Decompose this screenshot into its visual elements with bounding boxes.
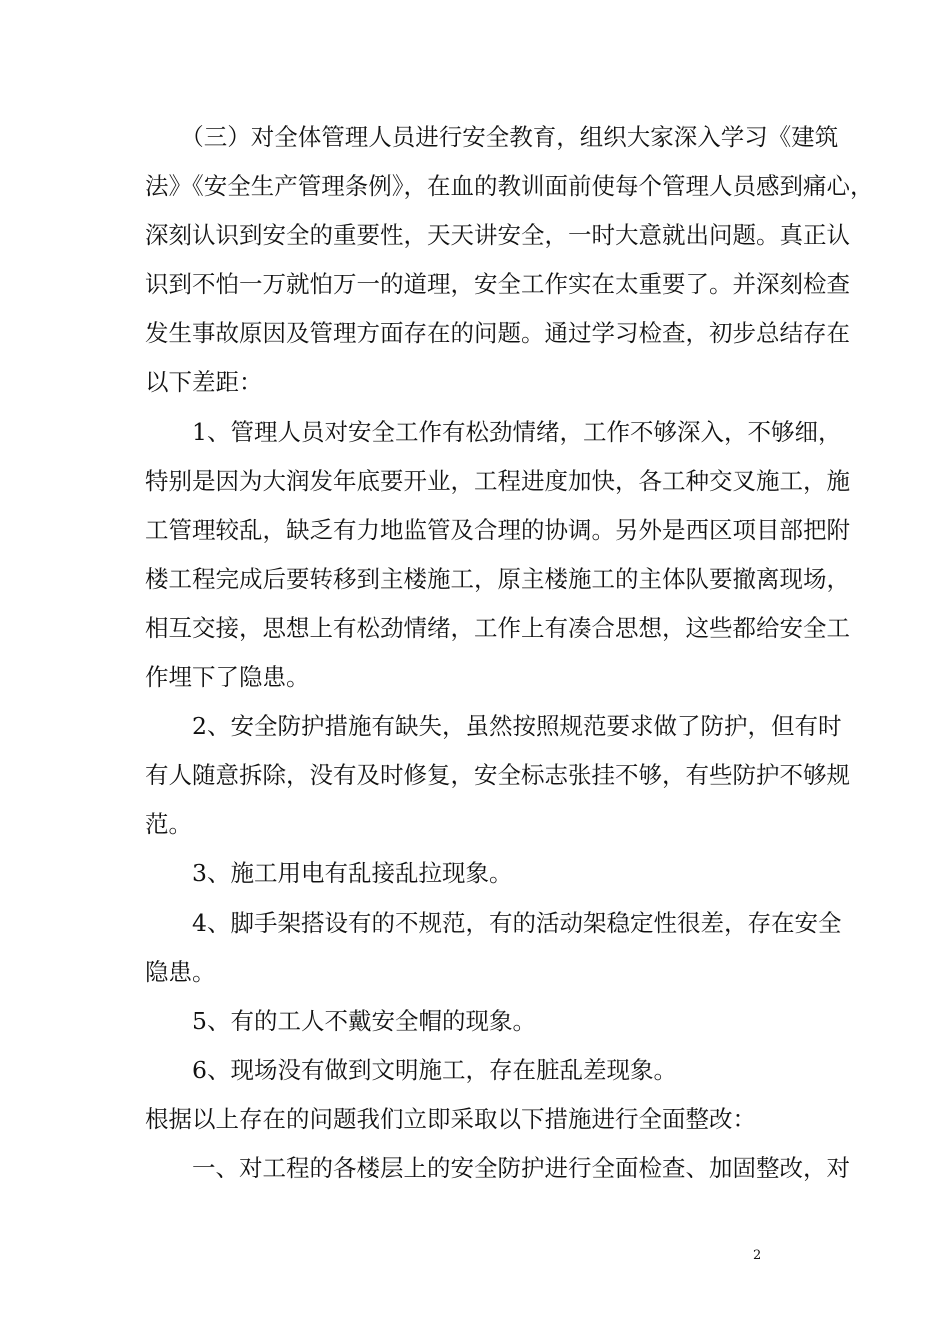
text-line: 有人随意拆除，没有及时修复，安全标志张挂不够，有些防护不够规 xyxy=(145,761,850,790)
text-line: 一、对工程的各楼层上的安全防护进行全面检查、加固整改，对 xyxy=(145,1153,850,1182)
text-line: 根据以上存在的问题我们立即采取以下措施进行全面整改： xyxy=(145,1104,756,1133)
paragraph-measures-intro xyxy=(145,1095,815,1144)
text-line: 识到不怕一万就怕万一的道理，安全工作实在太重要了。并深刻检查 xyxy=(145,270,850,299)
paragraph-item-3 xyxy=(145,849,815,898)
text-line: 隐患。 xyxy=(145,957,216,986)
text-line: 作埋下了隐患。 xyxy=(145,663,310,692)
text-line: 特别是因为大润发年底要开业，工程进度加快，各工种交叉施工，施 xyxy=(145,466,850,495)
text-line: 6、现场没有做到文明施工，存在脏乱差现象。 xyxy=(145,1055,677,1084)
text-line: 4、脚手架搭设有的不规范，有的活动架稳定性很差，存在安全 xyxy=(145,908,842,937)
text-line: 2、安全防护措施有缺失，虽然按照规范要求做了防护，但有时 xyxy=(145,712,842,741)
text-line: 工管理较乱，缺乏有力地监管及合理的协调。另外是西区项目部把附 xyxy=(145,515,850,544)
text-line: 1、管理人员对安全工作有松劲情绪，工作不够深入，不够细， xyxy=(145,417,842,446)
paragraph-item-2 xyxy=(145,702,850,849)
text-line: 发生事故原因及管理方面存在的问题。通过学习检查，初步总结存在 xyxy=(145,319,850,348)
text-line: 5、有的工人不戴安全帽的现象。 xyxy=(145,1006,536,1035)
text-line: 以下差距： xyxy=(145,368,263,397)
paragraph-item-4 xyxy=(145,899,842,997)
paragraph-item-6 xyxy=(145,1046,815,1095)
text-line: 范。 xyxy=(145,810,192,839)
text-line: 法》《安全生产管理条例》，在血的教训面前使每个管理人员感到痛心， xyxy=(145,172,874,201)
page-number: 2 xyxy=(753,1248,762,1263)
document-body xyxy=(145,113,874,1193)
text-line: 楼工程完成后要转移到主楼施工，原主楼施工的主体队要撤离现场， xyxy=(145,564,850,593)
paragraph-item-1 xyxy=(145,408,850,703)
paragraph-item-5 xyxy=(145,997,815,1046)
paragraph-measure-1 xyxy=(145,1144,850,1193)
text-line: 深刻认识到安全的重要性，天天讲安全，一时大意就出问题。真正认 xyxy=(145,221,850,250)
text-line: 相互交接，思想上有松劲情绪，工作上有凑合思想，这些都给安全工 xyxy=(145,613,850,642)
text-line: 3、施工用电有乱接乱拉现象。 xyxy=(145,859,513,888)
paragraph-section-three xyxy=(145,113,874,408)
text-line: （三）对全体管理人员进行安全教育，组织大家深入学习《建筑 xyxy=(145,123,839,151)
